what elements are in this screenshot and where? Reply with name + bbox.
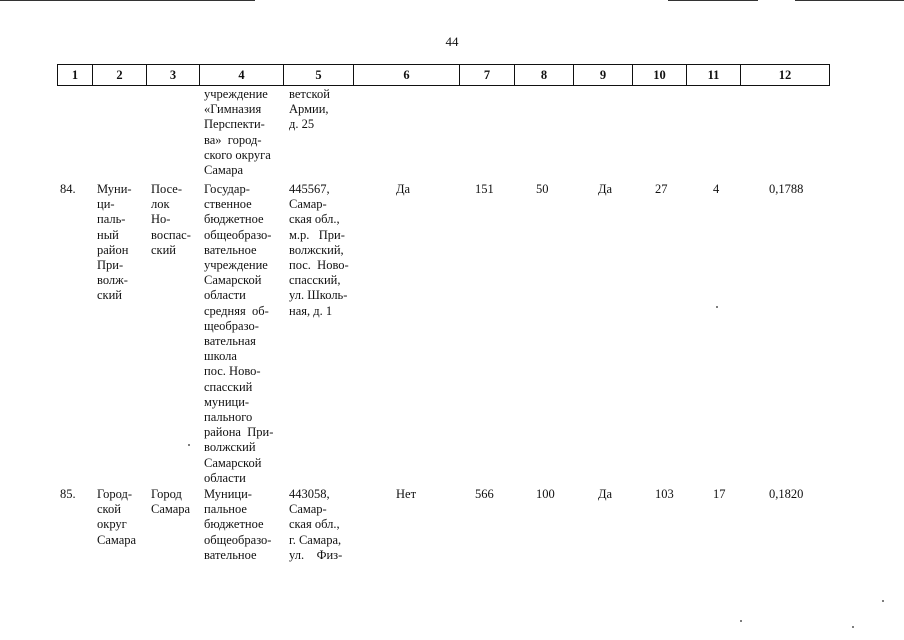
column-number-row [58, 65, 830, 86]
scan-speck [716, 306, 718, 308]
scan-speck [740, 620, 742, 622]
organization-name: Государ- ственное бюджетное общеобразо- вательное учреждение Самарской области средняя об- щеобразо- вательная школа пос. Ново- спасский муници- пального района При- волжский Самарской области [204, 182, 274, 485]
column-number: 12 [741, 65, 830, 86]
col11-value: 17 [713, 487, 726, 501]
col6-value: Нет [396, 487, 417, 501]
page-number: 44 [445, 34, 459, 49]
column-number: 1 [58, 65, 93, 86]
continued-org-name: учреждение «Гимназия Перспекти- ва» город- ского округа Самара [204, 87, 271, 178]
col12-value: 0,1788 [769, 182, 804, 196]
row-number: 84. [60, 182, 76, 196]
settlement: Посе- лок Но- воспас- ский [151, 182, 191, 257]
address: 445567, Самар- ская обл., м.р. При- волжский, пос. Ново- спасский, ул. Школь- ная, д. 1 [289, 182, 349, 318]
scan-edge-line [795, 0, 904, 1]
column-number: 7 [460, 65, 515, 86]
col8-value: 100 [536, 487, 555, 501]
col10-value: 103 [655, 487, 674, 501]
scan-edge-line [668, 0, 758, 1]
municipality: Город- ской округ Самара [97, 487, 137, 547]
column-number: 11 [687, 65, 741, 86]
column-number: 9 [574, 65, 633, 86]
column-number: 5 [284, 65, 354, 86]
col11-value: 4 [713, 182, 720, 196]
column-number: 3 [147, 65, 200, 86]
col10-value: 27 [655, 182, 668, 196]
col9-value: Да [598, 487, 613, 501]
col12-value: 0,1820 [769, 487, 804, 501]
column-number: 2 [93, 65, 147, 86]
col7-value: 566 [475, 487, 494, 501]
continued-address: ветской Армии, д. 25 [289, 87, 330, 132]
column-number: 6 [354, 65, 460, 86]
column-number: 4 [200, 65, 284, 86]
scan-speck [882, 600, 884, 602]
row-number: 85. [60, 487, 76, 501]
column-header-table [57, 64, 830, 86]
column-number: 10 [633, 65, 687, 86]
col9-value: Да [598, 182, 613, 196]
municipality: Муни- ци- паль- ный район При- волж- ский [97, 182, 132, 303]
organization-name: Муници- пальное бюджетное общеобразо- вательное [204, 487, 272, 562]
col8-value: 50 [536, 182, 549, 196]
column-number: 8 [515, 65, 574, 86]
settlement: Город Самара [151, 487, 191, 517]
scan-speck [852, 626, 854, 628]
col6-value: Да [396, 182, 411, 196]
scan-edge-line [0, 0, 255, 1]
address: 443058, Самар- ская обл., г. Самара, ул. Физ- [289, 487, 343, 562]
scan-speck [188, 444, 190, 446]
col7-value: 151 [475, 182, 494, 196]
